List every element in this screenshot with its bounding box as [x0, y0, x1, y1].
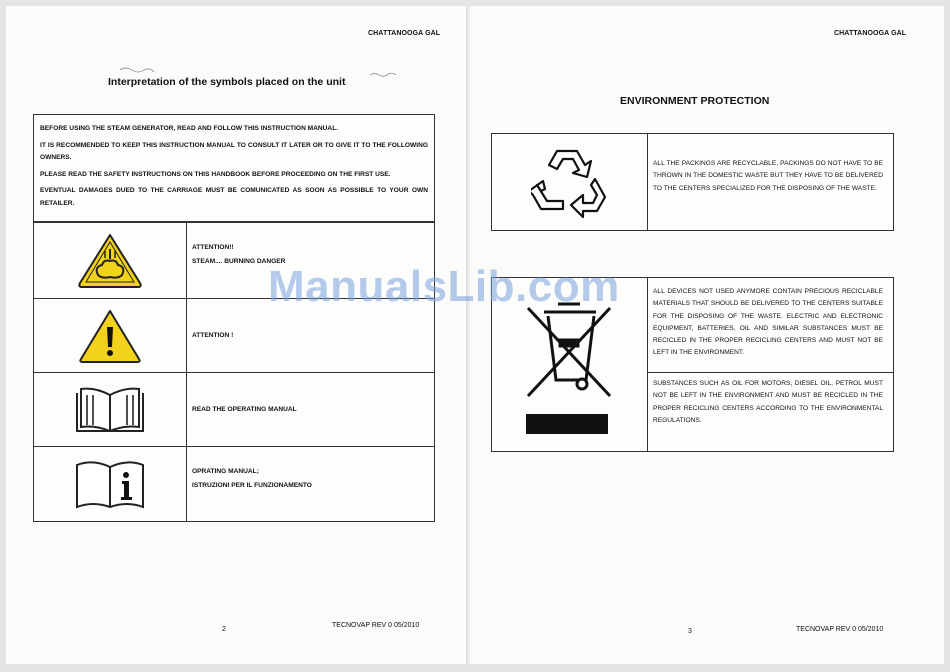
symbol-row — [34, 446, 434, 522]
symbol-row — [34, 372, 434, 446]
instructions-box — [33, 114, 435, 222]
oil-text: SUBSTANCES SUCH AS OIL FOR MOTORS, DIESEL OIL, PETROL MUST NOT BE LEFT IN THE ENVIRONMENT AND MUST BE RECICLED IN THE PROPER RECICLING CENTERS ACCORDING TO THE ENVIRONMENTAL REGULATIONS. — [653, 380, 883, 424]
symbol-label: STEAM.... BURNING DANGER — [192, 258, 286, 265]
left-page — [6, 6, 468, 664]
symbol-icon-cell — [34, 373, 187, 446]
symbol-label: ISTRUZIONI PER IL FUNZIONAMENTO — [192, 482, 312, 489]
manual-info-icon — [73, 459, 147, 511]
symbol-label: ATTENTION!! — [192, 244, 234, 251]
revision-label: TECNOVAP REV 0 05/2010 — [332, 622, 420, 629]
steam-burn-warning-icon — [76, 231, 144, 291]
brand-header: CHATTANOOGA GAL — [834, 30, 907, 37]
symbol-description — [192, 329, 233, 343]
right-page — [470, 6, 944, 664]
recycle-text: ALL THE PACKINGS ARE RECYCLABLE, PACKINGS DO NOT HAVE TO BE THROWN IN THE DOMESTIC WASTE BUT THEY HAVE TO BE DELIVERED TO THE CENTERS SPECIALIZED FOR THE DISPOSING OF THE WASTE. — [653, 160, 883, 192]
recycle-box — [491, 133, 894, 231]
revision-label: TECNOVAP REV 0 05/2010 — [796, 626, 884, 633]
symbol-label: ATTENTION ! — [192, 332, 234, 339]
symbol-label: READ THE OPERATING MANUAL — [192, 406, 297, 413]
warning-triangle-icon — [77, 307, 143, 365]
symbol-icon-cell — [34, 299, 187, 372]
recycle-icon-cell — [492, 134, 648, 230]
recycle-icon — [531, 145, 609, 219]
intro-paragraph: BEFORE USING THE STEAM GENERATOR, READ AND FOLLOW THIS INSTRUCTION MANUAL. — [40, 125, 339, 132]
intro-paragraph: PLEASE READ THE SAFETY INSTRUCTIONS ON THIS HANDBOOK BEFORE PROCEEDING ON THE FIRST USE. — [40, 170, 391, 178]
page-title: Interpretation of the symbols placed on the unit — [108, 76, 346, 88]
symbol-icon-cell — [34, 447, 187, 522]
page-number: 2 — [222, 626, 226, 633]
pen-mark — [118, 64, 158, 74]
page-number: 3 — [688, 628, 692, 635]
intro-paragraph: IT IS RECOMMENDED TO KEEP THIS INSTRUCTION MANUAL TO CONSULT IT LATER OR TO GIVE IT TO THE FOLLOWING OWNERS. — [40, 141, 428, 161]
pen-mark — [368, 70, 398, 80]
symbol-icon-cell — [34, 223, 187, 298]
row-divider — [647, 372, 893, 373]
intro-paragraph: EVENTUAL DAMAGES DUED TO THE CARRIAGE MUST BE COMUNICATED AS SOON AS POSSIBLE TO YOUR OWN RETAILER. — [40, 187, 428, 207]
weee-text: ALL DEVICES NOT USED ANYMORE CONTAIN PRECIOUS RECICLABLE MATERIALS THAT SHOULD BE DELIVERED TO THE CENTERS SUITABLE FOR THE DISPOSING OF THE WASTE. ELECTRIC AND ELECTRONIC EQUIPMENT, BATTERIES, OIL AND SIMILAR SUBSTANCES MUST BE RECICLED IN THE PROPER RECICLING CENTERS AND MUST NOT BE LEFT IN THE ENVIRONMENT. — [653, 288, 883, 357]
page-title: ENVIRONMENT PROTECTION — [620, 95, 770, 107]
symbol-description — [192, 403, 297, 417]
crossed-bin-icon — [516, 296, 626, 436]
brand-header: CHATTANOOGA GAL — [368, 30, 441, 37]
open-book-icon — [73, 385, 147, 435]
symbol-label: OPRATING MANUAL; — [192, 468, 259, 475]
watermark: ManualsLib.com — [268, 262, 620, 311]
symbol-description — [192, 465, 312, 493]
